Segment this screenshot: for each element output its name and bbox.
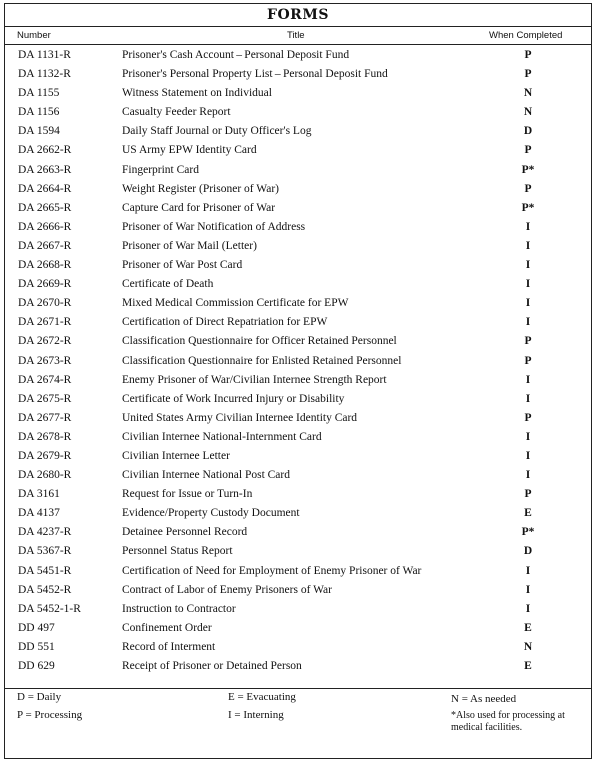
form-number: DA 1156 [18,106,60,119]
form-title: Instruction to Contractor [122,602,236,615]
form-title: Weight Register (Prisoner of War) [122,182,279,195]
legend-divider [5,688,591,689]
form-title: Prisoner of War Notification of Address [122,220,306,233]
forms-table [4,3,592,759]
legend-evacuating: E = Evacuating [228,691,296,703]
forms-list [5,46,591,676]
table-row [5,141,591,160]
table-row [5,180,591,199]
when-completed-code: I [525,449,531,462]
form-number: DA 2673-R [18,354,72,367]
form-number: DA 3161 [18,488,60,501]
table-row [5,46,591,65]
form-title: Capture Card for Prisoner of War [122,201,276,214]
when-completed-code: I [525,220,531,233]
form-number: DA 2663-R [18,163,72,176]
form-title: Classification Questionnaire for Enlisted Retained Personnel [122,354,402,367]
table-row [5,600,591,619]
form-title: United States Army Civilian Internee Identity Card [122,411,358,424]
when-completed-code: P [524,488,532,501]
form-title: Certificate of Work Incurred Injury or Disability [122,392,345,405]
table-row [5,619,591,638]
table-row [5,275,591,294]
table-row [5,313,591,332]
table-title: FORMS [5,4,591,27]
form-title: Enemy Prisoner of War/Civilian Internee Strength Report [122,373,387,386]
form-number: DA 2675-R [18,392,72,405]
when-completed-code: P [524,144,532,157]
form-number: DA 2664-R [18,182,72,195]
form-title: Civilian Internee National-Internment Card [122,430,322,443]
table-row [5,199,591,218]
footnote-medical: *Also used for processing at medical facilities. [451,710,565,733]
form-number: DA 5452-R [18,583,72,596]
table-row [5,218,591,237]
when-completed-code: N [523,106,533,119]
header-when-completed: When Completed [489,30,563,41]
table-row [5,294,591,313]
legend-as-needed: N = As needed [451,693,517,705]
legend-processing: P = Processing [17,709,83,721]
when-completed-code: I [525,278,531,291]
form-number: DA 2667-R [18,239,72,252]
when-completed-code: E [524,660,532,672]
table-row [5,390,591,409]
when-completed-code: E [524,621,532,634]
table-row [5,122,591,141]
when-completed-code: I [525,469,531,482]
form-title: Daily Staff Journal or Duty Officer's Log [122,125,312,138]
when-completed-code: D [523,125,533,138]
header-number: Number [17,30,51,41]
when-completed-code: I [525,239,531,252]
when-completed-code: I [525,583,531,596]
form-title: Civilian Internee National Post Card [122,469,290,482]
form-title: Classification Questionnaire for Officer Retained Personnel [122,335,397,348]
form-title: US Army EPW Identity Card [122,144,257,157]
table-row [5,65,591,84]
when-completed-code: N [523,640,533,653]
form-title: Certification of Direct Repatriation for EPW [122,316,328,329]
form-title: Civilian Internee Letter [122,449,230,462]
form-number: DA 2671-R [18,316,72,329]
when-completed-code: P [524,335,532,348]
form-title: Fingerprint Card [122,163,199,176]
when-completed-code: P [524,411,532,424]
when-completed-code: P [524,182,532,195]
when-completed-code: I [525,259,531,272]
when-completed-code: I [525,430,531,443]
form-number: DD 629 [18,660,55,672]
form-number: DA 2672-R [18,335,72,348]
form-title: Record of Interment [122,640,216,653]
form-number: DA 5367-R [18,545,72,558]
form-title: Prisoner's Cash Account – Personal Deposit Fund [122,49,350,61]
form-title: Receipt of Prisoner or Detained Person [122,660,302,672]
table-row [5,466,591,485]
header-title: Title [287,30,305,41]
form-title: Request for Issue or Turn-In [122,488,253,501]
form-number: DA 4137 [18,507,60,520]
when-completed-code: I [525,392,531,405]
form-number: DA 2677-R [18,411,72,424]
table-row [5,447,591,466]
form-number: DA 1155 [18,87,60,100]
form-number: DA 2679-R [18,449,72,462]
when-completed-code: I [525,297,531,310]
form-number: DA 2665-R [18,201,72,214]
form-number: DA 2678-R [18,430,72,443]
table-row [5,485,591,504]
when-completed-code: I [525,373,531,386]
table-row [5,103,591,122]
form-number: DA 2668-R [18,259,72,272]
table-row [5,371,591,390]
when-completed-code: I [525,602,531,615]
table-row [5,256,591,275]
when-completed-code: P [524,49,532,61]
table-row [5,428,591,447]
form-title: Witness Statement on Individual [122,87,272,100]
when-completed-code: E [524,507,532,520]
table-row [5,352,591,371]
legend-daily: D = Daily [17,691,62,703]
when-completed-code: P* [521,163,535,176]
form-title: Certificate of Death [122,278,214,291]
form-title: Mixed Medical Commission Certificate for EPW [122,297,349,310]
form-number: DD 497 [18,621,55,634]
form-number: DA 2674-R [18,373,72,386]
table-row [5,237,591,256]
when-completed-code: I [525,564,531,577]
form-number: DA 1132-R [18,68,71,81]
table-row [5,409,591,428]
form-title: Casualty Feeder Report [122,106,231,119]
form-number: DA 2680-R [18,469,72,482]
when-completed-code: P* [521,526,535,539]
form-title: Detainee Personnel Record [122,526,248,539]
when-completed-code: D [523,545,533,558]
table-row [5,562,591,581]
header-divider [5,44,591,45]
table-row [5,523,591,542]
when-completed-code: P [524,354,532,367]
form-title: Prisoner of War Mail (Letter) [122,239,257,252]
form-number: DA 2670-R [18,297,72,310]
table-row [5,84,591,103]
form-title: Prisoner of War Post Card [122,259,243,272]
form-number: DA 5451-R [18,564,72,577]
when-completed-code: I [525,316,531,329]
form-title: Contract of Labor of Enemy Prisoners of War [122,583,332,596]
table-row [5,332,591,351]
form-number: DA 2662-R [18,144,72,157]
form-number: DA 4237-R [18,526,72,539]
form-title: Evidence/Property Custody Document [122,507,300,520]
form-title: Certification of Need for Employment of Enemy Prisoner of War [122,564,422,577]
legend-interning: I = Interning [228,709,284,721]
form-title: Personnel Status Report [122,545,233,558]
form-title: Prisoner's Personal Property List – Personal Deposit Fund [122,68,388,81]
form-title: Confinement Order [122,621,212,634]
table-row [5,542,591,561]
form-number: DA 5452-1-R [18,602,81,615]
when-completed-code: N [523,87,533,100]
table-row [5,581,591,600]
form-number: DA 2669-R [18,278,72,291]
form-number: DA 1131-R [18,49,71,61]
when-completed-code: P* [521,201,535,214]
when-completed-code: P [524,68,532,81]
form-number: DA 2666-R [18,220,72,233]
form-number: DA 1594 [18,125,60,138]
table-row [5,657,591,676]
form-number: DD 551 [18,640,55,653]
table-row [5,504,591,523]
table-row [5,161,591,180]
table-row [5,638,591,657]
